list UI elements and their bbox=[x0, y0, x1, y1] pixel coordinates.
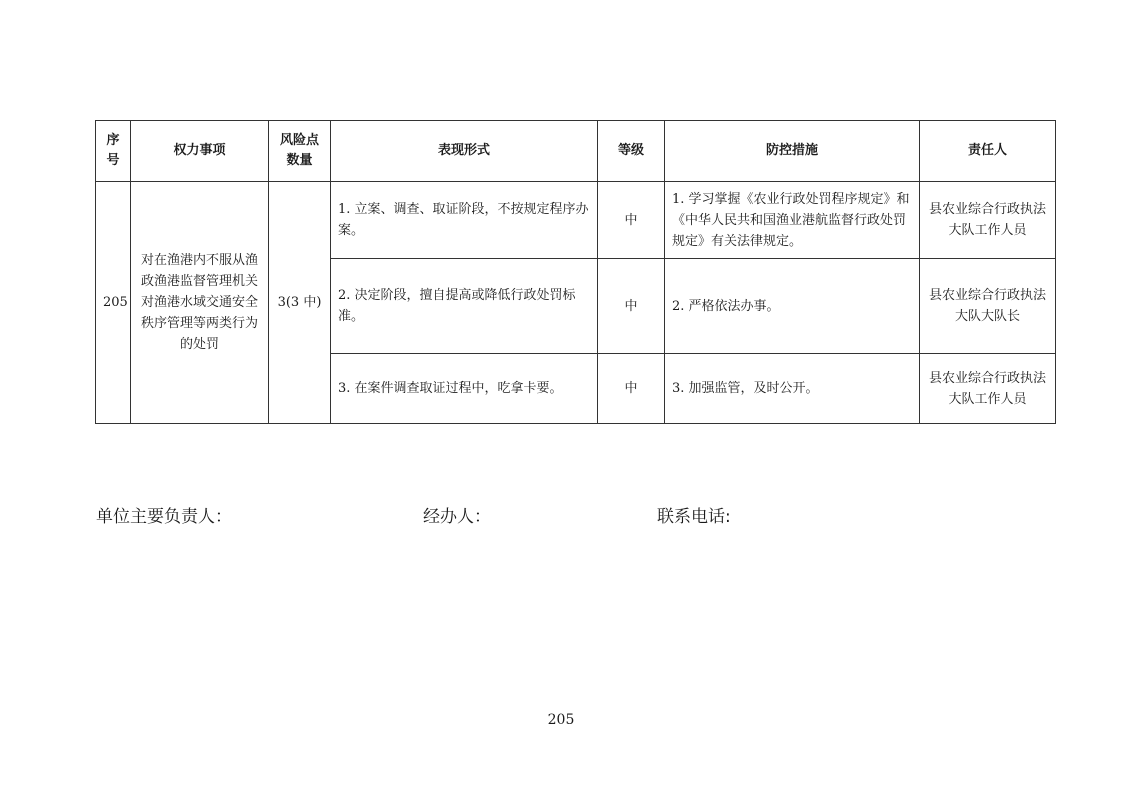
cell-level: 中 bbox=[598, 259, 665, 354]
cell-responsible: 县农业综合行政执法大队大队长 bbox=[920, 259, 1056, 354]
cell-control-measure: 1. 学习掌握《农业行政处罚程序规定》和《中华人民共和国渔业港航监督行政处罚规定》有关法律规定。 bbox=[665, 182, 920, 259]
cell-risk-count: 3(3 中) bbox=[269, 182, 331, 424]
header-seq: 序 号 bbox=[96, 121, 131, 182]
unit-leader-label: 单位主要负责人： bbox=[96, 507, 232, 527]
phone-label: 联系电话: bbox=[657, 507, 731, 527]
header-level: 等级 bbox=[598, 121, 665, 182]
header-responsible: 责任人 bbox=[920, 121, 1056, 182]
header-manifestation: 表现形式 bbox=[331, 121, 598, 182]
cell-seq: 205 bbox=[96, 182, 131, 424]
cell-level: 中 bbox=[598, 354, 665, 424]
cell-responsible: 县农业综合行政执法大队工作人员 bbox=[920, 182, 1056, 259]
header-risk-count: 风险点 数量 bbox=[269, 121, 331, 182]
cell-manifestation: 2. 决定阶段，擅自提高或降低行政处罚标准。 bbox=[331, 259, 598, 354]
handler-label: 经办人： bbox=[423, 507, 491, 527]
table-row bbox=[96, 182, 1056, 259]
cell-control-measure: 3. 加强监管，及时公开。 bbox=[665, 354, 920, 424]
cell-manifestation: 1. 立案、调查、取证阶段，不按规定程序办案。 bbox=[331, 182, 598, 259]
cell-control-measure: 2. 严格依法办事。 bbox=[665, 259, 920, 354]
cell-power-item: 对在渔港内不服从渔政渔港监督管理机关对渔港水域交通安全秩序管理等两类行为的处罚 bbox=[131, 182, 269, 424]
cell-responsible: 县农业综合行政执法大队工作人员 bbox=[920, 354, 1056, 424]
cell-level: 中 bbox=[598, 182, 665, 259]
page-number: 205 bbox=[547, 712, 575, 728]
header-power-item: 权力事项 bbox=[131, 121, 269, 182]
risk-control-table bbox=[95, 120, 1056, 424]
cell-manifestation: 3. 在案件调查取证过程中，吃拿卡要。 bbox=[331, 354, 598, 424]
table-header-row bbox=[96, 121, 1056, 182]
header-control-measures: 防控措施 bbox=[665, 121, 920, 182]
